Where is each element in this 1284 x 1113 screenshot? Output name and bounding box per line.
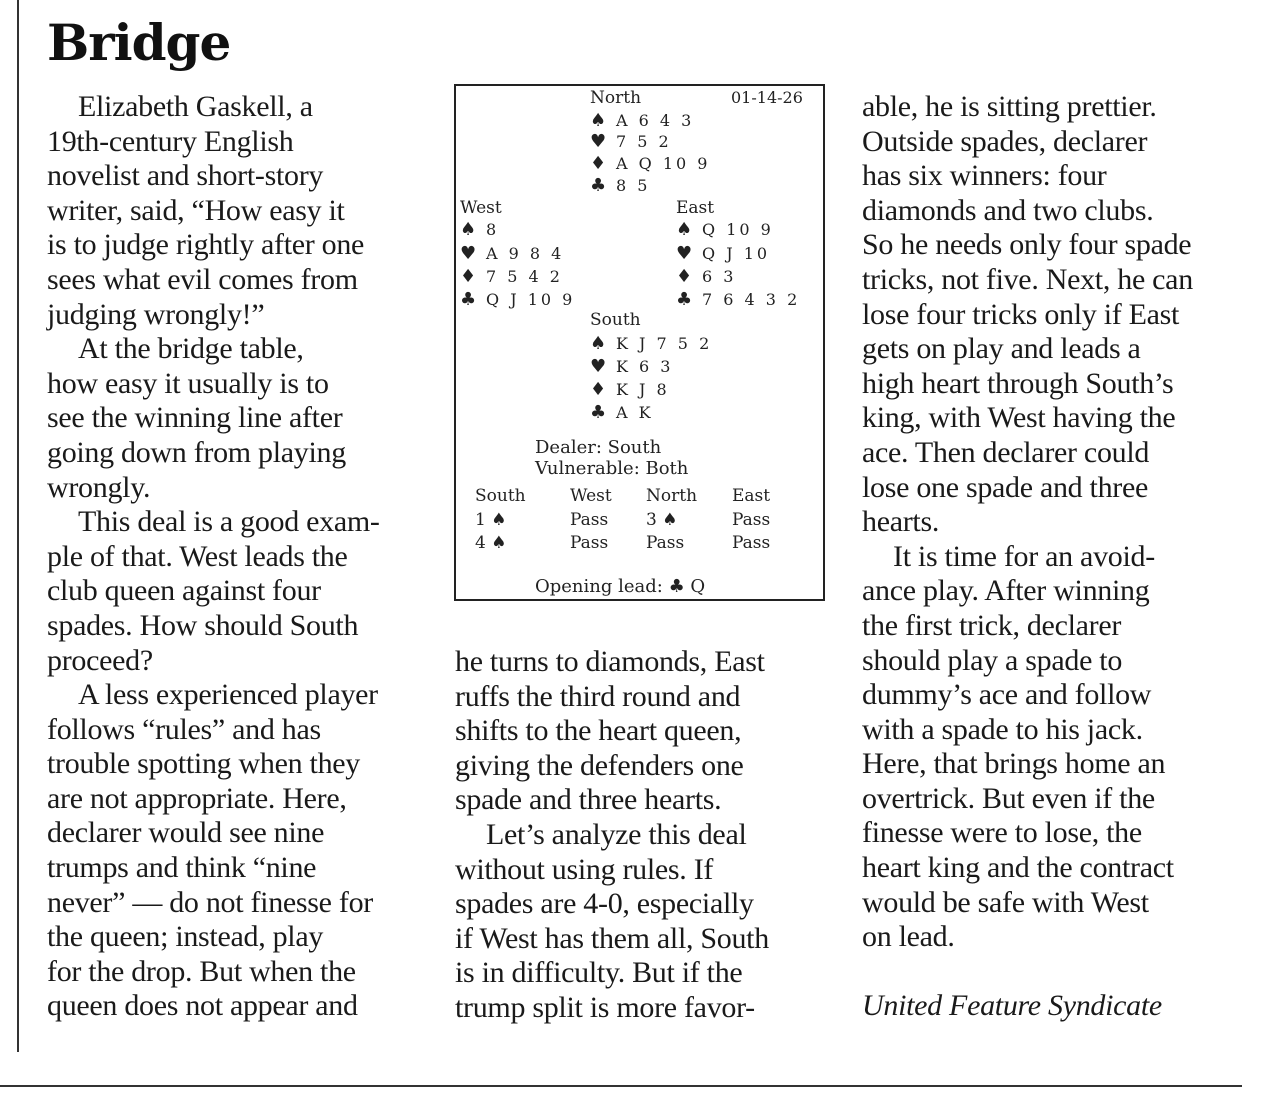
spade-icon: ♠ [460, 219, 477, 240]
east-label: East [676, 198, 715, 218]
article-column-2 [455, 645, 835, 1026]
west-spades: ♠ 8 [460, 219, 500, 240]
auction-header-north: North [646, 486, 698, 506]
text-line: This deal is a good exam- [78, 505, 380, 539]
text-line: spades are 4-0, especially [455, 887, 754, 921]
text-line: the queen; instead, play [47, 920, 324, 954]
text-line: giving the defenders one [455, 748, 744, 782]
text-line: Elizabeth Gaskell, a [78, 90, 313, 123]
auction-bid: Pass [732, 510, 771, 530]
text-line: would be safe with West [862, 885, 1149, 919]
text-line: are not appropriate. Here, [47, 781, 347, 815]
page-title: Bridge [47, 13, 231, 72]
heart-icon: ♥ [460, 243, 477, 264]
east-clubs: ♣ 7 6 4 3 2 [676, 289, 801, 310]
auction-bid: Pass [570, 510, 609, 530]
auction-bid: Pass [646, 533, 685, 553]
opening-lead: Opening lead: ♣ Q [535, 576, 706, 597]
text-line: sees what evil comes from [47, 262, 358, 296]
text-line: writer, said, “How easy it [47, 193, 345, 227]
text-line: At the bridge table, [78, 332, 304, 366]
auction-bid: Pass [570, 533, 609, 553]
text-line: see the winning line after [47, 401, 343, 435]
text-line: how easy it usually is to [47, 366, 329, 400]
text-line: for the drop. But when the [47, 954, 356, 988]
diamond-icon: ♦ [676, 266, 693, 287]
text-line: wrongly. [47, 470, 151, 504]
text-line: Here, that brings home an [862, 747, 1166, 781]
text-line: tricks, not five. Next, he can [862, 262, 1193, 296]
club-icon: ♣ [460, 289, 477, 310]
auction-header-west: West [570, 486, 612, 506]
text-line: novelist and short-story [47, 159, 324, 193]
text-line: king, with West having the [862, 401, 1176, 435]
heart-icon: ♥ [590, 131, 607, 152]
dealer-text: Dealer: South [535, 437, 662, 458]
text-line: gets on play and leads a [862, 332, 1141, 366]
text-line: proceed? [47, 643, 153, 677]
heart-icon: ♥ [676, 243, 693, 264]
south-diamonds: ♦ K J 8 [590, 379, 670, 400]
north-hearts: ♥ 7 5 2 [590, 131, 672, 152]
auction-bid: 3 ♠ [646, 510, 678, 530]
east-hearts: ♥ Q J 10 [676, 243, 771, 264]
auction-header-south: South [475, 486, 526, 506]
auction-bid: 1 ♠ [475, 510, 507, 530]
text-line: finesse were to lose, the [862, 816, 1142, 850]
text-line: follows “rules” and has [47, 712, 321, 746]
west-hearts: ♥ A 9 8 4 [460, 243, 565, 264]
text-line: the first trick, declarer [862, 608, 1122, 642]
text-line: club queen against four [47, 574, 321, 608]
text-line: So he needs only four spade [862, 228, 1192, 262]
text-line: spade and three hearts. [455, 783, 722, 817]
text-line: if West has them all, South [455, 921, 769, 955]
text-line: judging wrongly!” [47, 297, 265, 331]
text-line: high heart through South’s [862, 366, 1174, 400]
text-line: heart king and the contract [862, 851, 1174, 885]
text-line: never” — do not finesse for [47, 885, 373, 919]
text-line: A less experienced player [78, 678, 378, 712]
text-line: Outside spades, declarer [862, 124, 1148, 158]
north-clubs: ♣ 8 5 [590, 175, 651, 196]
text-line: trumps and think “nine [47, 851, 317, 885]
text-line: he turns to diamonds, East [455, 645, 765, 678]
text-line: is to judge rightly after one [47, 228, 365, 262]
left-column-rule [17, 0, 19, 1052]
text-line: dummy’s ace and follow [862, 678, 1152, 712]
text-line: declarer would see nine [47, 816, 325, 850]
text-line: ace. Then declarer could [862, 435, 1150, 469]
south-label: South [590, 310, 641, 330]
diamond-icon: ♦ [590, 153, 607, 174]
east-spades: ♠ Q 10 9 [676, 219, 774, 240]
text-line: Let’s analyze this deal [486, 817, 747, 851]
text-line: It is time for an avoid- [893, 539, 1155, 573]
text-line: trump split is more favor- [455, 990, 755, 1024]
text-line: diamonds and two clubs. [862, 193, 1154, 227]
text-line: without using rules. If [455, 852, 714, 886]
diamond-icon: ♦ [590, 379, 607, 400]
spade-icon: ♠ [676, 219, 693, 240]
deal-date: 01-14-26 [731, 88, 803, 107]
spade-icon: ♠ [590, 110, 607, 131]
text-line: lose one spade and three [862, 470, 1149, 504]
diamond-icon: ♦ [460, 266, 477, 287]
text-line: is in difficulty. But if the [455, 956, 743, 990]
text-line: going down from playing [47, 435, 346, 469]
auction-header-east: East [732, 486, 771, 506]
article-column-1 [47, 90, 437, 1024]
text-line: 19th-century English [47, 124, 294, 158]
west-label: West [460, 198, 502, 218]
spade-icon: ♠ [590, 333, 607, 354]
east-diamonds: ♦ 6 3 [676, 266, 737, 287]
club-icon: ♣ [590, 175, 607, 196]
club-icon: ♣ [676, 289, 693, 310]
north-label: North [590, 88, 642, 108]
text-line: trouble spotting when they [47, 747, 360, 781]
south-clubs: ♣ A K [590, 402, 654, 423]
north-diamonds: ♦ A Q 10 9 [590, 153, 711, 174]
text-line: overtrick. But even if the [862, 781, 1155, 815]
text-line: ple of that. West leads the [47, 539, 348, 573]
text-line: ruffs the third round and [455, 679, 741, 713]
text-line: able, he is sitting prettier. [862, 90, 1157, 123]
auction-bid: 4 ♠ [475, 533, 507, 553]
heart-icon: ♥ [590, 356, 607, 377]
text-line: with a spade to his jack. [862, 712, 1143, 746]
text-line: queen does not appear and [47, 989, 358, 1023]
text-line: lose four tricks only if East [862, 297, 1180, 331]
text-line: ance play. After winning [862, 574, 1150, 608]
text-line: shifts to the heart queen, [455, 714, 742, 748]
text-line: should play a spade to [862, 643, 1123, 677]
syndicate-credit: United Feature Syndicate [862, 988, 1162, 1022]
bridge-deal-diagram [454, 84, 825, 601]
text-line: on lead. [862, 920, 955, 954]
south-spades: ♠ K J 7 5 2 [590, 333, 713, 354]
west-diamonds: ♦ 7 5 4 2 [460, 266, 563, 287]
text-line: hearts. [862, 505, 940, 539]
auction-bid: Pass [732, 533, 771, 553]
vulnerable-text: Vulnerable: Both [535, 458, 689, 479]
west-clubs: ♣ Q J 10 9 [460, 289, 576, 310]
article-column-3 [862, 90, 1252, 1023]
north-spades: ♠ A 6 4 3 [590, 110, 695, 131]
club-icon: ♣ [590, 402, 607, 423]
bottom-rule [0, 1085, 1242, 1087]
text-line: has six winners: four [862, 159, 1107, 193]
text-line: spades. How should South [47, 608, 359, 642]
south-hearts: ♥ K 6 3 [590, 356, 674, 377]
